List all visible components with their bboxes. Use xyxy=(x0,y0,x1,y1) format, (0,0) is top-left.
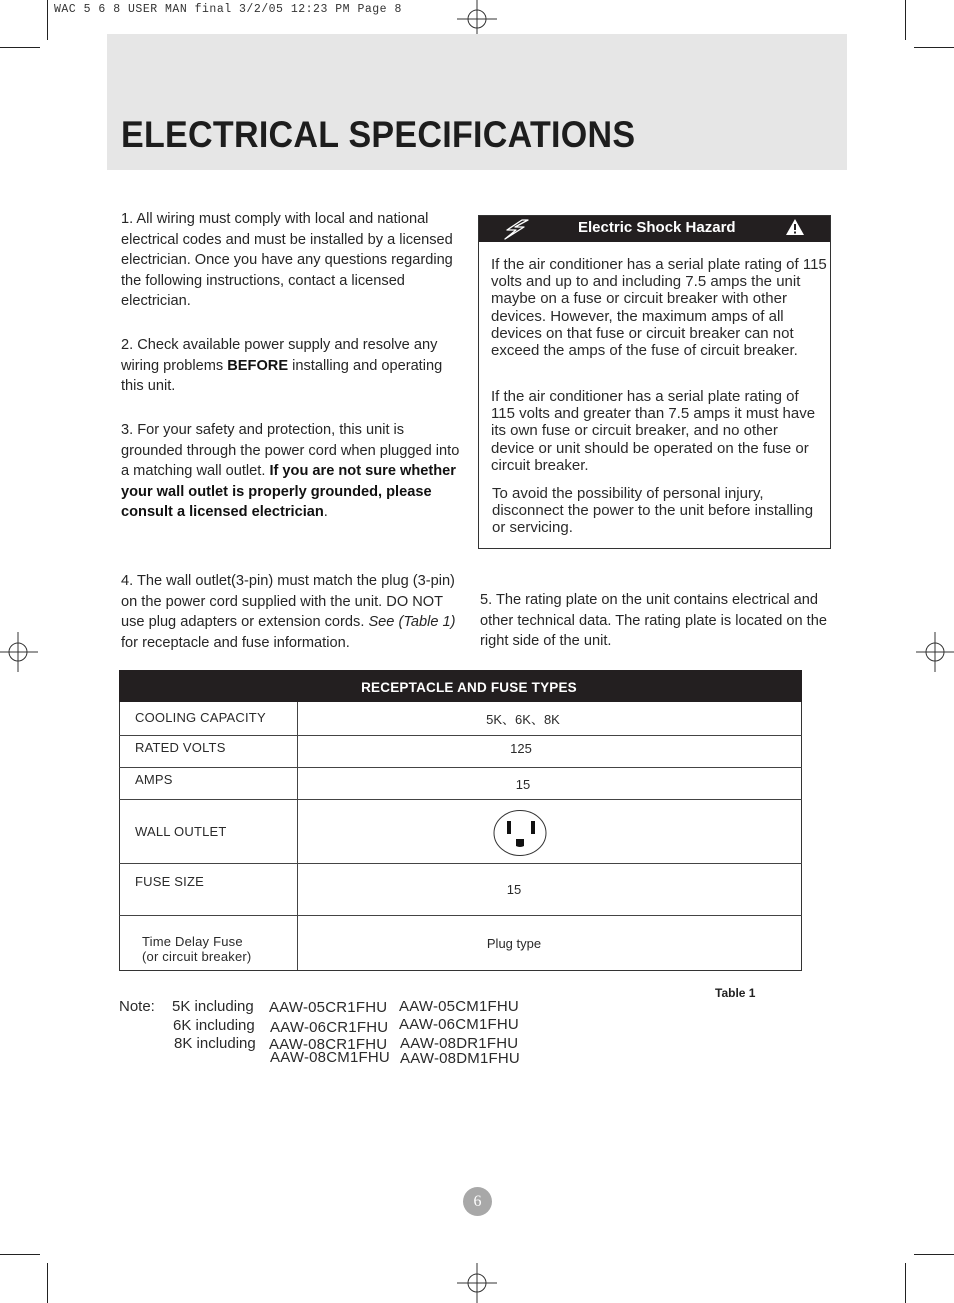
note-prefix-6k: 6K including xyxy=(173,1017,255,1034)
value-rated-volts: 125 xyxy=(510,741,532,756)
instruction-item-3: 3. For your safety and protection, this unit is grounded through the power cord when plugged into a matching wall outlet. If you are not sure whether your wall outlet is properly grounded, please consult a licensed electrician. xyxy=(121,422,460,521)
note-prefix-8k: 8K including xyxy=(174,1035,256,1052)
hazard-paragraph-1: If the air conditioner has a serial plate rating of 115 volts and up to and including 7.5 amps the unit maybe on a fuse or circuit breaker with other devices. However, the maximum amps of all devices on that fuse or circuit breaker can not exceed the amps of the fuse of circuit breaker. xyxy=(491,256,827,360)
hazard-title: Electric Shock Hazard xyxy=(578,219,736,236)
row-label-amps: AMPS xyxy=(135,772,173,787)
registration-mark-icon xyxy=(914,632,954,672)
row-label-rated-volts: RATED VOLTS xyxy=(135,740,226,755)
warning-triangle-icon xyxy=(785,218,805,236)
instruction-item-2: 2. Check available power supply and resolve any wiring problems BEFORE installing and operating this unit. xyxy=(121,337,443,395)
page-title: ELECTRICAL SPECIFICATIONS xyxy=(121,114,636,155)
value-fuse-size: 15 xyxy=(506,882,522,897)
model-number: AAW-08CR1FHU xyxy=(269,1036,388,1053)
model-number: AAW-05CR1FHU xyxy=(269,999,388,1016)
row-label-time-delay-fuse: Time Delay Fuse xyxy=(142,934,243,949)
value-cooling-capacity: 5K、6K、8K xyxy=(486,712,560,727)
table-divider xyxy=(119,915,802,916)
registration-mark-icon xyxy=(0,632,40,672)
model-number: AAW-08DM1FHU xyxy=(400,1050,520,1067)
row-label-cooling-capacity: COOLING CAPACITY xyxy=(135,710,266,725)
wall-outlet-icon xyxy=(492,808,548,858)
page-number: 6 xyxy=(463,1187,492,1216)
model-number: AAW-08CM1FHU xyxy=(270,1049,390,1066)
instruction-item-4: 4. The wall outlet(3-pin) must match the plug (3-pin) on the power cord supplied with the unit. DO NOT use plug adapters or extension cords. See (Table 1) for receptacle and fuse information. xyxy=(121,573,456,651)
note-prefix-5k: 5K including xyxy=(172,998,254,1015)
model-number: AAW-05CM1FHU xyxy=(399,998,519,1015)
model-number: AAW-06CM1FHU xyxy=(399,1016,519,1033)
table-heading: RECEPTACLE AND FUSE TYPES xyxy=(361,680,577,695)
table-divider xyxy=(119,863,802,864)
model-number: AAW-08DR1FHU xyxy=(400,1035,519,1052)
hazard-paragraph-3: To avoid the possibility of personal injury, disconnect the power to the unit before installing or servicing. xyxy=(492,485,814,537)
hazard-paragraph-2: If the air conditioner has a serial plate rating of 115 volts and greater than 7.5 amps it must have its own fuse or circuit breaker, and no other device or unit should be operated on the fuse or circuit breaker. xyxy=(491,388,816,474)
row-label-circuit-breaker: (or circuit breaker) xyxy=(142,949,252,964)
row-label-wall-outlet: WALL OUTLET xyxy=(135,824,227,839)
value-amps: 15 xyxy=(515,777,531,792)
model-number: AAW-06CR1FHU xyxy=(270,1019,389,1036)
printer-slug: WAC 5 6 8 USER MAN final 3/2/05 12:23 PM Page 8 xyxy=(54,3,402,16)
row-label-fuse-size: FUSE SIZE xyxy=(135,874,204,889)
instruction-item-1: 1. All wiring must comply with local and national electrical codes and must be installed by a licensed electrician. Once you have any questions regarding the following instructions, contact a licensed electrician. xyxy=(121,211,453,310)
registration-mark-icon xyxy=(457,1263,497,1303)
table-caption: Table 1 xyxy=(715,986,756,1000)
table-divider xyxy=(119,767,802,768)
table-divider xyxy=(119,735,802,736)
instruction-item-5: 5. The rating plate on the unit contains electrical and other technical data. The rating plate is located on the right side of the unit. xyxy=(480,592,827,650)
note-label: Note: xyxy=(119,998,155,1015)
value-plug-type: Plug type xyxy=(486,936,542,951)
lightning-bolt-icon xyxy=(500,218,534,240)
table-divider xyxy=(119,799,802,800)
